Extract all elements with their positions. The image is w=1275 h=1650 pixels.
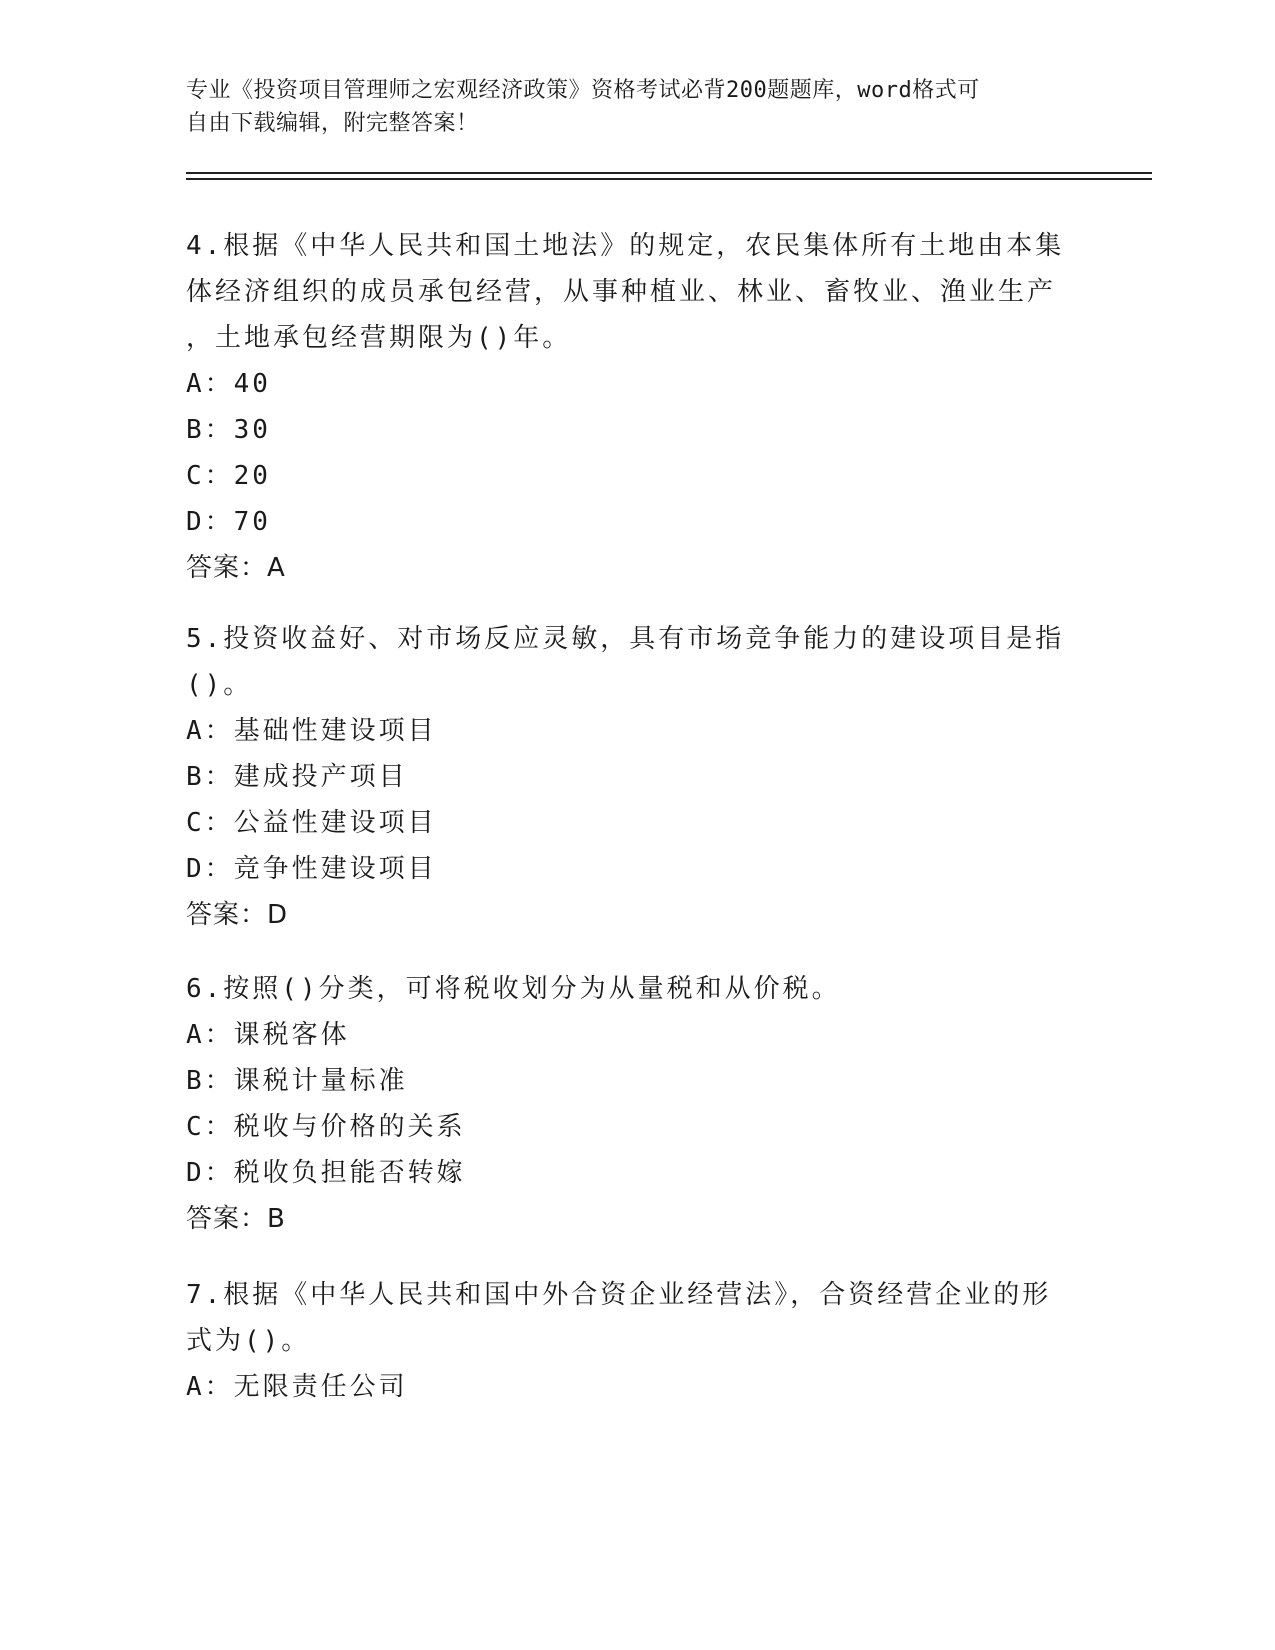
option-c: C：公益性建设项目 (186, 808, 437, 838)
option-d: D：税收负担能否转嫁 (186, 1158, 466, 1188)
document-header (186, 74, 1066, 140)
answer: 答案：B (186, 1204, 286, 1234)
option-b: B：课税计量标准 (186, 1066, 408, 1096)
answer: 答案：A (186, 553, 286, 583)
question-stem-line: ()。 (186, 670, 253, 700)
header-line-1: 专业《投资项目管理师之宏观经济政策》资格考试必背200题题库，word格式可 (186, 78, 980, 103)
option-a: A：40 (186, 369, 271, 399)
question-stem-line: 4.根据《中华人民共和国土地法》的规定，农民集体所有土地由本集 (186, 231, 1065, 261)
header-divider-bottom (186, 178, 1152, 180)
question-4 (186, 223, 1066, 591)
option-a: A：基础性建设项目 (186, 716, 437, 746)
question-stem-line: ，土地承包经营期限为()年。 (186, 323, 572, 353)
question-7 (186, 1272, 1066, 1410)
header-divider-top (186, 172, 1152, 174)
header-line-2: 自由下载编辑，附完整答案！ (186, 111, 479, 136)
option-b: B：建成投产项目 (186, 762, 408, 792)
option-d: D：70 (186, 507, 271, 537)
option-a: A：无限责任公司 (186, 1372, 408, 1402)
question-stem-line: 5.投资收益好、对市场反应灵敏，具有市场竞争能力的建设项目是指 (186, 624, 1065, 654)
option-d: D：竞争性建设项目 (186, 854, 437, 884)
option-b: B：30 (186, 415, 271, 445)
question-5 (186, 616, 1066, 938)
question-stem-line: 7.根据《中华人民共和国中外合资企业经营法》，合资经营企业的形 (186, 1280, 1052, 1310)
answer: 答案：D (186, 900, 289, 930)
question-stem-line: 6.按照()分类，可将税收划分为从量税和从价税。 (186, 974, 841, 1004)
option-a: A：课税客体 (186, 1020, 350, 1050)
option-c: C：税收与价格的关系 (186, 1112, 466, 1142)
option-c: C：20 (186, 461, 271, 491)
question-stem-line: 体经济组织的成员承包经营，从事种植业、林业、畜牧业、渔业生产 (186, 277, 1057, 307)
question-stem-line: 式为()。 (186, 1326, 311, 1356)
question-6 (186, 966, 1066, 1242)
